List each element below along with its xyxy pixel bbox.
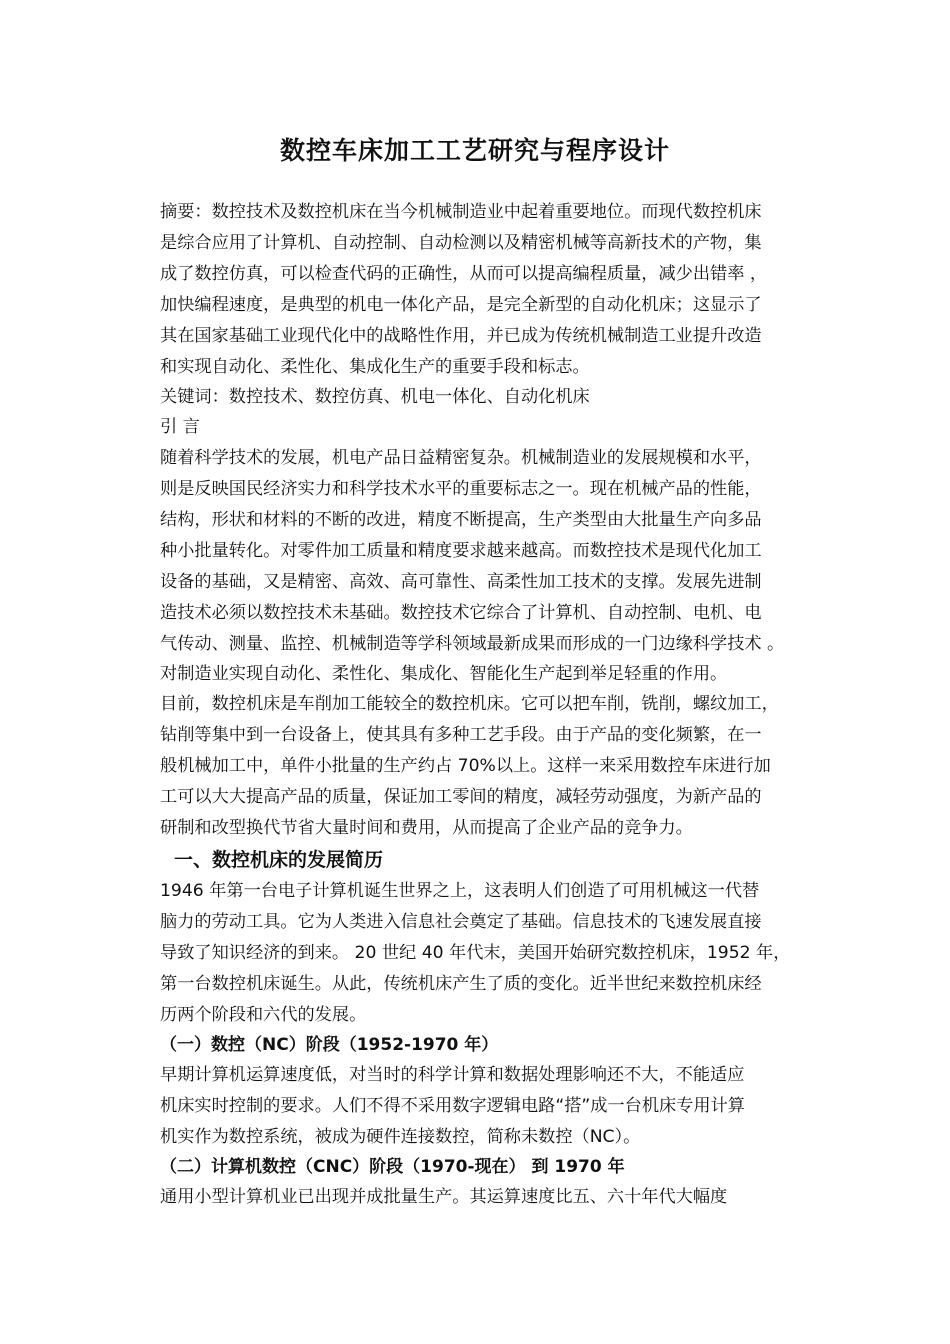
- text-line: 摘要：数控技术及数控机床在当今机械制造业中起着重要地位。而现代数控机床: [160, 202, 762, 222]
- text-line: 脑力的劳动工具。它为人类进入信息社会奠定了基础。信息技术的飞速发展直接: [160, 912, 762, 932]
- text-line: 随着科学技术的发展，机电产品日益精密复杂。机械制造业的发展规模和水平，: [160, 448, 762, 468]
- text-line: 气传动、测量、监控、机械制造等学科领域最新成果而形成的一门边缘科学技术 。: [160, 634, 785, 654]
- text-line: 目前，数控机床是车削加工能较全的数控机床。它可以把车削，铣削，螺纹加工，: [160, 694, 779, 714]
- text-line: 历两个阶段和六代的发展。: [160, 1005, 367, 1025]
- text-line: 1946 年第一台电子计算机诞生世界之上，这表明人们创造了可用机械这一代替: [160, 881, 760, 901]
- text-line: 成了数控仿真，可以检查代码的正确性，从而可以提高编程质量，减少出错率 ，: [160, 264, 768, 284]
- text-line: 对制造业实现自动化、柔性化、集成化、智能化生产起到举足轻重的作用。: [160, 664, 728, 684]
- section-heading-1: 一、数控机床的发展简历: [174, 849, 384, 871]
- text-line: 种小批量转化。对零件加工质量和精度要求越来越高。而数控技术是现代化加工: [160, 541, 762, 561]
- text-line: 设备的基础，又是精密、高效、高可靠性、高柔性加工技术的支撑。发展先进制: [160, 572, 762, 592]
- document-title: 数控车床加工工艺研究与程序设计: [279, 136, 670, 165]
- text-line: 则是反映国民经济实力和科学技术水平的重要标志之一。现在机械产品的性能，: [160, 479, 762, 499]
- text-line: 早期计算机运算速度低，对当时的科学计算和数据处理影响还不大，不能适应: [160, 1065, 745, 1085]
- text-line: 导致了知识经济的到来。 20 世纪 40 年代末，美国开始研究数控机床，1952 年，: [160, 943, 791, 963]
- text-line: 工可以大大提高产品的质量，保证加工零间的精度，减轻劳动强度，为新产品的: [160, 787, 762, 807]
- keywords-line: 关键词：数控技术、数控仿真、机电一体化、自动化机床: [160, 387, 590, 407]
- text-line: 般机械加工中，单件小批量的生产约占 70%以上。这样一来采用数控车床进行加: [160, 756, 771, 776]
- text-line: 造技术必须以数控技术未基础。数控技术它综合了计算机、自动控制、电机、电: [160, 603, 762, 623]
- text-line: 和实现自动化、柔性化、集成化生产的重要手段和标志。: [160, 357, 590, 377]
- text-line: 其在国家基础工业现代化中的战略性作用，并已成为传统机械制造工业提升改造: [160, 326, 762, 346]
- text-line: 机实作为数控系统，被成为硬件连接数控，简称未数控（NC）。: [160, 1127, 641, 1147]
- text-line: 是综合应用了计算机、自动控制、自动检测以及精密机械等高新技术的产物，集: [160, 233, 762, 253]
- text-line: 机床实时控制的要求。人们不得不采用数字逻辑电路“搭”成一台机床专用计算: [160, 1096, 745, 1116]
- text-line: 第一台数控机床诞生。从此，传统机床产生了质的变化。近半世纪来数控机床经: [160, 974, 762, 994]
- text-line: 加快编程速度，是典型的机电一体化产品，是完全新型的自动化机床；这显示了: [160, 295, 762, 315]
- text-line: 研制和改型换代节省大量时间和费用，从而提高了企业产品的竞争力。: [160, 818, 693, 838]
- intro-heading: 引 言: [160, 417, 200, 437]
- subsection-heading-cnc: （二）计算机数控（CNC）阶段（1970-现在） 到 1970 年: [160, 1157, 625, 1177]
- text-line: 通用小型计算机业已出现并成批量生产。其运算速度比五、六十年代大幅度: [160, 1187, 728, 1207]
- text-line: 结构，形状和材料的不断的改进，精度不断提高，生产类型由大批量生产向多品: [160, 510, 762, 530]
- subsection-heading-nc: （一）数控（NC）阶段（1952-1970 年）: [160, 1035, 499, 1055]
- text-line: 钻削等集中到一台设备上，使其具有多种工艺手段。由于产品的变化频繁，在一: [160, 725, 762, 745]
